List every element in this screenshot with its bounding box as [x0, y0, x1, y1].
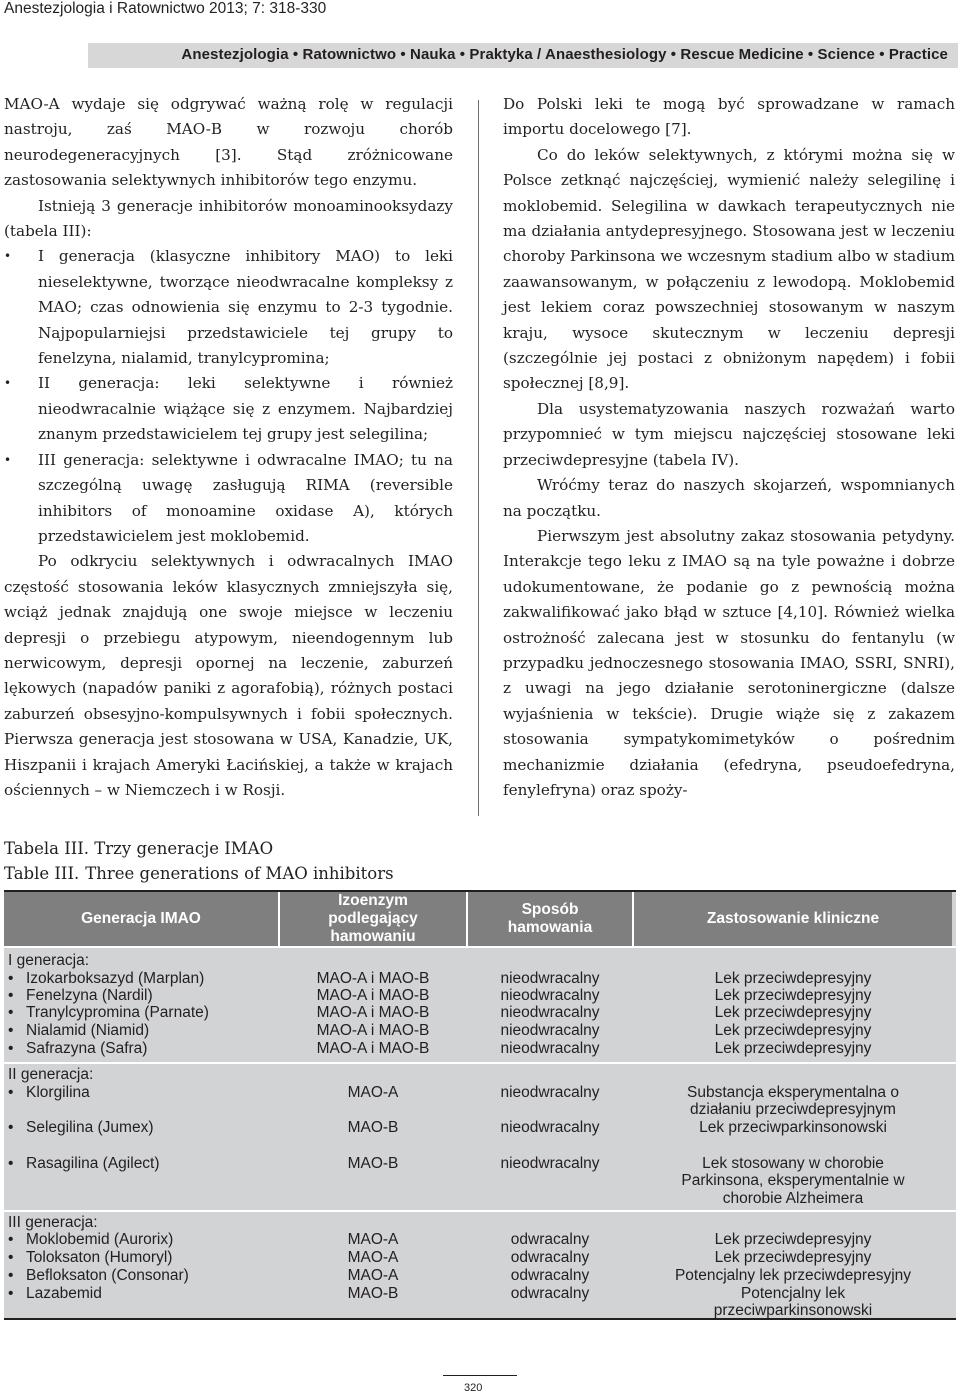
row-separator [4, 1210, 956, 1212]
isoenzyme-cell: MAO-A [347, 1231, 399, 1248]
header-separator [278, 892, 280, 948]
clinical-use-cell: Lek przeciwdepresyjny [714, 1004, 872, 1021]
table-row-drug: • Toloksaton (Humoryl) [8, 1249, 173, 1266]
table-caption [4, 836, 394, 886]
generation-label: II generacja: [8, 1066, 94, 1083]
isoenzyme-cell: MAO-A [347, 1249, 399, 1266]
header-separator [466, 892, 468, 948]
table-row-drug: • Tranylcypromina (Parnate) [8, 1004, 209, 1021]
list-item [4, 448, 453, 550]
method-cell: nieodwracalny [500, 987, 600, 1004]
table-row-drug: • Befloksaton (Consonar) [8, 1267, 189, 1284]
paragraph: Wróćmy teraz do naszych skojarzeń, wspomnianych na początku. [503, 476, 955, 520]
isoenzyme-cell: MAO-A [347, 1084, 399, 1101]
clinical-use-cell: Potencjalny lek przeciwparkinsonowski [713, 1285, 873, 1320]
list-item [4, 371, 453, 447]
paragraph: Istnieją 3 generacje inhibitorów monoaminooksydazy (tabela III): [4, 196, 453, 241]
clinical-use-cell: Potencjalny lek przeciwdepresyjny [674, 1267, 912, 1284]
column-header-generation: Generacja IMAO [4, 892, 278, 946]
generation-list [4, 244, 453, 549]
table-caption-en-label: Table III. [4, 864, 80, 883]
clinical-use-cell: Lek stosowany w chorobie Parkinsona, eksperymentalnie w chorobie Alzheimera [681, 1155, 905, 1207]
paragraph: Po odkryciu selektywnych i odwracalnych IMAO częstość stosowania leków klasycznych zmniejszyła się, wciąż jednak znajdują one swoje miejsce w leczeniu depresji o przebiegu atypowym, nieendogennym lub nerwicowym, depresji opornej na leczenie, zaburzeń lękowych (napadów paniki z agorafobią), różnych postaci zaburzeń obsesyjno-kompulsywnych i fobii społecznych. Pierwsza generacja jest stosowana w USA, Kanadzie, UK, Hiszpanii i krajach Ameryki Łacińskiej, a także w krajach ościennych – w Niemczech i w Rosji. [4, 552, 453, 799]
clinical-use-cell: Lek przeciwdepresyjny [714, 987, 872, 1004]
clinical-use-cell: Lek przeciwdepresyjny [714, 1249, 872, 1266]
method-cell: nieodwracalny [500, 1004, 600, 1021]
clinical-use-cell: Lek przeciwdepresyjny [714, 970, 872, 987]
paragraph: Dla usystematyzowania naszych rozważań warto przypomnieć w tym miejscu najczęściej stosowane leki przeciwdepresyjne (tabela IV). [503, 399, 955, 469]
list-item-text: III generacja: selektywne i odwracalne IMAO; tu na szczególną uwagę zasługują RIMA (reversible inhibitors of monoamine oxidase A), których przedstawicielem jest moklobemid. [38, 450, 453, 545]
table-caption-en-text: Three generations of MAO inhibitors [85, 864, 394, 883]
clinical-use-cell: Substancja eksperymentalna o działaniu przeciwdepresyjnym [687, 1084, 899, 1119]
isoenzyme-cell: MAO-B [347, 1155, 399, 1172]
left-text-column [4, 92, 453, 803]
column-header-clinical-use: Zastosowanie kliniczne [634, 892, 952, 946]
table-row-drug: • Klorgilina [8, 1084, 90, 1101]
list-item [4, 244, 453, 371]
method-cell: odwracalny [510, 1267, 590, 1284]
row-separator [4, 1062, 956, 1064]
bullet-icon: • [4, 452, 12, 467]
mao-inhibitors-table [4, 890, 956, 1320]
list-item-text: II generacja: leki selektywne i również nieodwracalnie wiążące się z enzymem. Najbardziej znanym przedstawicielem tej grupy jest selegilina; [38, 374, 453, 444]
header-separator [632, 892, 634, 948]
table-row-drug: • Izokarboksazyd (Marplan) [8, 970, 205, 987]
generation-label: I generacja: [8, 952, 89, 969]
table-row-drug: • Fenelzyna (Nardil) [8, 987, 153, 1004]
table-row-drug: • Moklobemid (Aurorix) [8, 1231, 174, 1248]
isoenzyme-cell: MAO-B [347, 1119, 399, 1136]
isoenzyme-cell: MAO-A i MAO-B [316, 987, 430, 1004]
paragraph: Co do leków selektywnych, z którymi można się w Polsce zetknąć najczęściej, wymienić należy selegilinę i moklobemid. Selegilina w dawkach terapeutycznych nie ma działania antydepresyjnego. Stosowana jest w leczeniu choroby Parkinsona we wczesnym stadium albo w stadium zaawansowanym, w połączeniu z lewodopą. Moklobemid jest lekiem coraz powszechniej stosowanym w naszym kraju, wysoce skutecznym w leczeniu depresji (szczególnie jej postaci z obniżonym napędem) i fobii społecznej [8,9]. [503, 145, 955, 393]
clinical-use-cell: Lek przeciwdepresyjny [714, 1022, 872, 1039]
method-cell: nieodwracalny [500, 1155, 600, 1172]
table-row-drug: • Nialamid (Niamid) [8, 1022, 150, 1039]
journal-banner [88, 43, 958, 68]
clinical-use-cell: Lek przeciwdepresyjny [714, 1231, 872, 1248]
right-text-column [503, 92, 955, 803]
isoenzyme-cell: MAO-A i MAO-B [316, 1022, 430, 1039]
isoenzyme-cell: MAO-A [347, 1267, 399, 1284]
method-cell: nieodwracalny [500, 1022, 600, 1039]
bullet-icon: • [4, 376, 12, 391]
clinical-use-cell: Lek przeciwdepresyjny [714, 1040, 872, 1057]
column-header-isoenzyme: Izoenzym podlegający hamowaniu [280, 892, 466, 946]
paragraph: Do Polski leki te mogą być sprowadzane w ramach importu docelowego [7]. [503, 95, 955, 139]
column-header-method: Sposób hamowania [468, 892, 632, 946]
isoenzyme-cell: MAO-B [347, 1285, 399, 1302]
journal-banner-text: Anestezjologia • Ratownictwo • Nauka • Praktyka / Anaesthesiology • Rescue Medicine • Science • Practice [181, 46, 948, 63]
method-cell: nieodwracalny [500, 1084, 600, 1101]
row-separator [4, 946, 956, 948]
method-cell: odwracalny [510, 1285, 590, 1302]
running-head: Anestezjologia i Ratownictwo 2013; 7: 318-330 [4, 0, 327, 17]
bullet-icon: • [4, 249, 12, 264]
paragraph: Pierwszym jest absolutny zakaz stosowania petydyny. Interakcje tego leku z IMAO są na tyle poważne i dobrze udokumentowane, że podanie go z pewnością można zakwalifikować jako błąd w sztuce [4,10]. Również wielka ostrożność zalecana jest w stosunku do fentanylu (w przypadku jednoczesnego stosowania IMAO, SSRI, SNRI), z uwagi na jego działanie serotoninergiczne (dalsze wyjaśnienia w tekście). Drugie wiąże się z zakazem stosowania sympatykomimetyków o pośrednim mechanizmie działania (efedryna, pseudoefedryna, fenylefryna) oraz spoży- [503, 526, 955, 799]
table-caption-pl: Tabela III. Trzy generacje IMAO [4, 839, 274, 858]
table-row-drug: • Lazabemid [8, 1285, 102, 1302]
generation-label: III generacja: [8, 1214, 98, 1231]
table-row-drug: • Selegilina (Jumex) [8, 1119, 154, 1136]
method-cell: odwracalny [510, 1231, 590, 1248]
method-cell: odwracalny [510, 1249, 590, 1266]
method-cell: nieodwracalny [500, 1040, 600, 1057]
isoenzyme-cell: MAO-A i MAO-B [316, 1004, 430, 1021]
isoenzyme-cell: MAO-A i MAO-B [316, 1040, 430, 1057]
method-cell: nieodwracalny [500, 1119, 600, 1136]
column-divider [478, 100, 479, 816]
table-row-drug: • Rasagilina (Agilect) [8, 1155, 160, 1172]
isoenzyme-cell: MAO-A i MAO-B [316, 970, 430, 987]
table-caption-en [4, 861, 394, 886]
clinical-use-cell: Lek przeciwparkinsonowski [699, 1119, 887, 1136]
list-item-text: I generacja (klasyczne inhibitory MAO) to leki nieselektywne, tworzące nieodwracalne kompleksy z MAO; czas odnowienia się enzymu to 2-3 tygodnie. Najpopularniejsi przedstawiciele tej grupy to fenelzyna, nialamid, tranylcypromina; [38, 247, 453, 368]
page-number: 320 [464, 1382, 483, 1394]
table-row-drug: • Safrazyna (Safra) [8, 1040, 148, 1057]
footer-rule [443, 1375, 517, 1376]
paragraph: MAO-A wydaje się odgrywać ważną rolę w regulacji nastroju, zaś MAO-B w rozwoju chorób neurodegeneracyjnych [3]. Stąd zróżnicowane zastosowania selektywnych inhibitorów tego enzymu. [4, 95, 453, 190]
method-cell: nieodwracalny [500, 970, 600, 987]
